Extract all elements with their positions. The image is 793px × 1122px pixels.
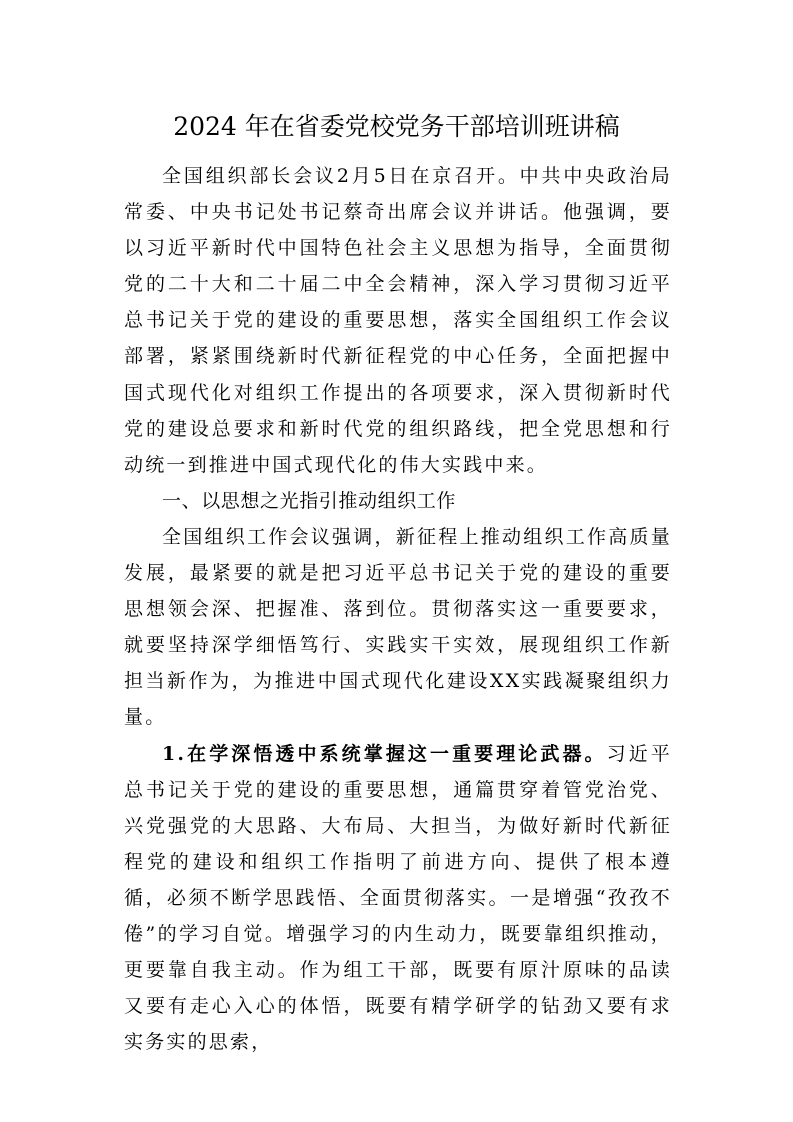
point-lead: 1.在学深悟透中系统掌握这一重要理论武器。 — [162, 742, 607, 765]
document-body — [124, 158, 672, 1060]
section-heading: 一、以思想之光指引推动组织工作 — [162, 489, 457, 512]
document-title: 2024 年在省委党校党务干部培训班讲稿 — [173, 112, 620, 141]
section-paragraph: 全国组织工作会议强调，新征程上推动组织工作高质量发展，最紧要的就是把习近平总书记关于党的建设的重要思想领会深、把握准、落到位。贯彻落实这一重要要求，就要坚持深学细悟笃行、实践实干实效，展现组织工作新担当新作为，为推进中国式现代化建设XX实践凝聚组织力量。 — [124, 525, 672, 729]
point-body: 习近平总书记关于党的建设的重要思想，通篇贯穿着管党治党、兴党强党的大思路、大布局、大担当，为做好新时代新征程党的建设和组织工作指明了前进方向、提供了根本遵循，必须不断学思践悟、全面贯彻落实。一是增强“孜孜不倦”的学习自觉。增强学习的内生动力，既要靠组织推动，更要靠自我主动。作为组工干部，既要有原汁原味的品读又要有走心入心的体悟，既要有精学研学的钻劲又要有求实务实的思索， — [124, 742, 672, 1054]
intro-paragraph: 全国组织部长会议2月5日在京召开。中共中央政治局常委、中央书记处书记蔡奇出席会议并讲话。他强调，要以习近平新时代中国特色社会主义思想为指导，全面贯彻党的二十大和二十届二中全会精神，深入学习贯彻习近平总书记关于党的建设的重要思想，落实全国组织工作会议部署，紧紧围绕新时代新征程党的中心任务，全面把握中国式现代化对组织工作提出的各项要求，深入贯彻新时代党的建设总要求和新时代党的组织路线，把全党思想和行动统一到推进中国式现代化的伟大实践中来。 — [124, 165, 672, 476]
point-paragraph — [124, 736, 672, 1061]
